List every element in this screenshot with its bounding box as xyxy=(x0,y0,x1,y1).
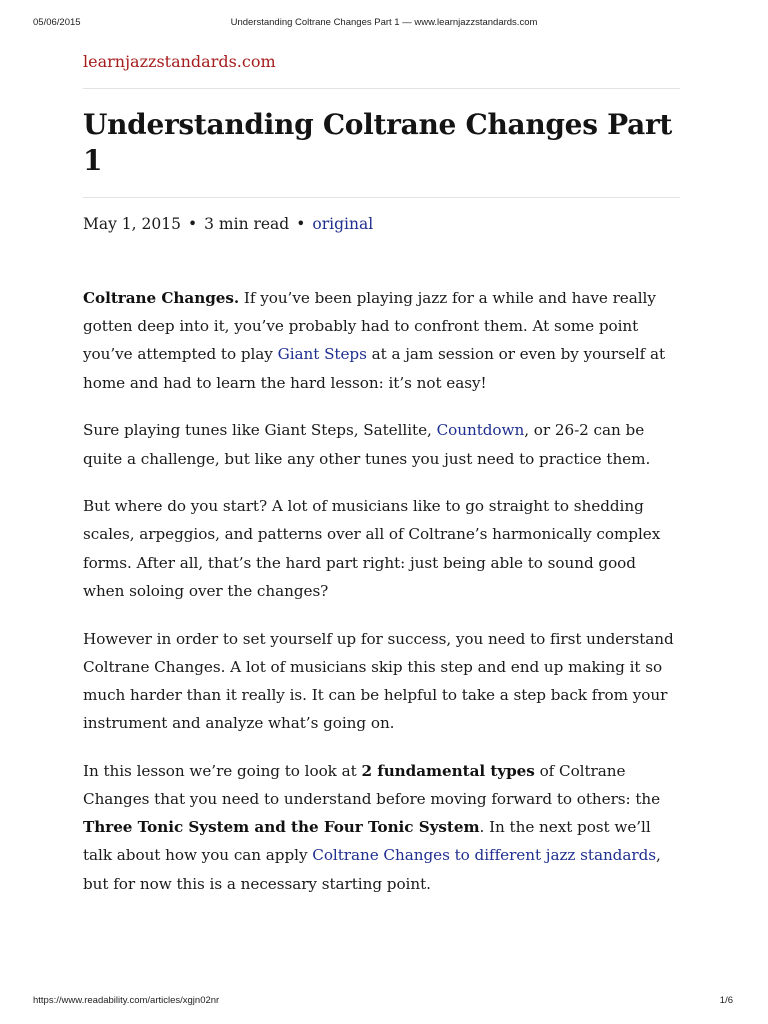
article-body xyxy=(83,284,680,917)
original-link[interactable]: original xyxy=(312,215,374,233)
bold-phrase: 2 fundamental types xyxy=(361,761,535,780)
print-date: 05/06/2015 xyxy=(33,17,81,28)
site-link[interactable]: learnjazzstandards.com xyxy=(83,52,276,71)
paragraph-text: In this lesson we’re going to look at xyxy=(83,761,362,780)
coltrane-changes-standards-link[interactable]: Coltrane Changes to different jazz standards xyxy=(312,846,656,865)
meta-separator: • xyxy=(187,215,198,233)
paragraph-text: If you’ve been playing jazz for a while and have really gotten deep into it, you’ve probably had to confront them. At some point you’ve attempted to play xyxy=(83,289,656,364)
paragraph-4: However in order to set yourself up for success, you need to first understand Coltrane Changes. A lot of musicians skip this step and end up making it so much harder than it really is. It can be helpful to take a step back from your instrument and analyze what’s going on. xyxy=(83,629,674,733)
print-url: https://www.readability.com/articles/xgjn02nr xyxy=(33,995,220,1006)
print-page-title: Understanding Coltrane Changes Part 1 — www.learnjazzstandards.com xyxy=(230,17,538,28)
paragraph-text: of Coltrane Changes that you need to understand before moving forward to others: the xyxy=(83,761,661,809)
paragraph-3: But where do you start? A lot of musicians like to go straight to shedding scales, arpeggios, and patterns over all of Coltrane’s harmonically complex forms. After all, that’s the hard part right: just being able to sound good when soloing over the changes? xyxy=(83,497,661,600)
paragraph-1 xyxy=(83,284,680,397)
article-title: Understanding Coltrane Changes Part 1 xyxy=(83,108,673,177)
page-number: 1/6 xyxy=(719,995,733,1006)
meta-separator: • xyxy=(296,215,306,233)
paragraph-2 xyxy=(83,416,680,472)
read-time: 3 min read xyxy=(204,215,290,233)
paragraph-text: , or 26-2 can be quite a challenge, but like any other tunes you just need to practice them. xyxy=(83,421,651,468)
header-divider xyxy=(83,88,680,89)
countdown-link[interactable]: Countdown xyxy=(436,421,525,440)
lead-bold: Coltrane Changes. xyxy=(83,289,240,307)
paragraph-text: . In the next post we’ll talk about how you can apply xyxy=(83,818,651,865)
paragraph-text: Sure playing tunes like Giant Steps, Satellite, xyxy=(83,421,437,440)
paragraph-text: at a jam session or even by yourself at home and had to learn the hard lesson: it’s not easy! xyxy=(83,345,666,392)
paragraph-5 xyxy=(83,757,680,898)
title-divider xyxy=(83,197,680,198)
print-header xyxy=(0,17,768,31)
giant-steps-link[interactable]: Giant Steps xyxy=(277,345,367,364)
paragraph-text: , but for now this is a necessary starting point. xyxy=(83,846,661,893)
print-footer xyxy=(0,995,768,1009)
bold-phrase: Three Tonic System and the Four Tonic System xyxy=(83,818,480,837)
article-meta xyxy=(83,213,373,235)
article-date: May 1, 2015 xyxy=(83,215,181,233)
